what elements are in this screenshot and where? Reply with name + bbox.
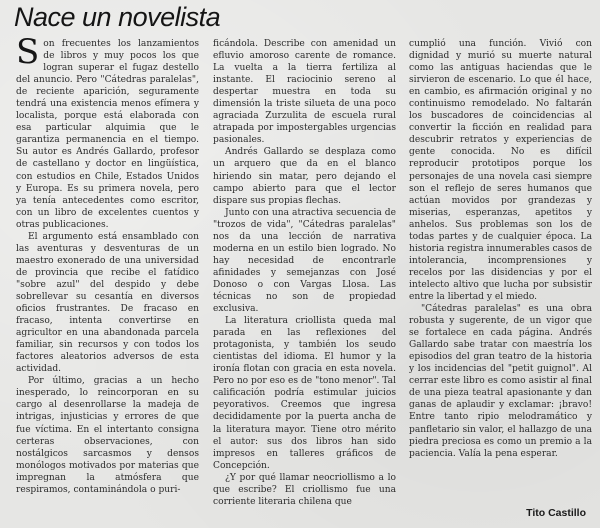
article-column-3 xyxy=(409,38,592,460)
paragraph xyxy=(16,32,199,231)
paragraph: "Cátedras paralelas" es una obra robusta y sugerente, de un vigor que se fortalece en cada página. Andrés Gallardo sabe tratar con maestría los episodios del gran teatro de la historia y los incidencias del "petit guignol". Al cerrar este libro es como asistir al final de una pieza teatral apasionante y dan ganas de aplaudir y exclamar: ¡bravo! Entre tanto ripio melodramático y panfletario sin valor, el hallazgo de una piedra preciosa es como un premio a la paciencia. Valía la pena esperar. xyxy=(409,304,592,459)
article-column-1 xyxy=(16,32,199,496)
headline: Nace un novelista xyxy=(14,2,221,32)
article-column-2 xyxy=(213,38,396,508)
paragraph: Andrés Gallardo se desplaza como un arquero que da en el blanco hiriendo sin matar, pero dejando el campo abierto para que el lector dispare sus propias flechas. xyxy=(213,147,396,206)
paragraph: cumplió una función. Vivió con dignidad y murió su muerte natural como las antiguas haciendas que le sirvieron de escenario. Lo que él hace, en cambio, es afirmación original y no continuismo remodelado. No faltarán los buscadores de coincidencias al convertir la ficción en realidad para descubrir retratos y experiencias de gente conocida. No es difícil reproducir prototipos porque los personajes de una novela casi siempre son el reflejo de seres humanos que actúan movidos por grandezas y miserias, esperanzas, apetitos y anhelos. Sus problemas son los de todas partes y de cualquier época. La historia registra innumerables casos de intolerancia, incomprensiones y recelos por las disidencias y por el intelecto altivo que lucha por subsistir entre la libertad y el miedo. xyxy=(409,39,592,302)
paragraph: El argumento está ensamblado con las aventuras y desventuras de un maestro exonerado de una universidad de provincia que recibe el fatídico "sobre azul" del despido y debe sobrellevar su cesantía en diversos oficios frustrantes. De fracaso en fracaso, intenta convertirse en agricultor en una abandonada parcela familiar, sin recursos y con todos los factores aleatorios adversos de esta actividad. xyxy=(16,231,199,375)
drop-cap: S xyxy=(16,32,40,72)
paragraph: ficándola. Describe con amenidad un efluvio amoroso carente de romance. La vuelta a la tierra fertiliza al instante. El raciocinio sereno al despertar muestra en toda su dimensión la triste silueta de una poco agraciada Zurzulita de escuela rural atrapada por impostergables urgencias pasionales. xyxy=(213,39,396,146)
paragraph: La literatura criollista queda mal parada en las reflexiones del protagonista, y también los seudo cientistas del idioma. El humor y la ironía flotan con gracia en esta novela. Pero no por eso es de "tono menor". Tal calificación podría estimular juicios peyorativos. Creemos que ingresa decididamente por la puerta ancha de la literatura mayor. Tiene otro mérito el autor: sus dos libros han sido impresos en talleres gráficos de Concepción. xyxy=(213,316,396,471)
paragraph: Junto con una atractiva secuencia de "trozos de vida", "Cátedras paralelas" nos da una lección de narrativa moderna en un estilo bien logrado. No hay necesidad de encontrarle afinidades y semejanzas con José Donoso o con Vargas Llosa. Las técnicas no son de propiedad exclusiva. xyxy=(213,207,396,315)
paragraph: Por último, gracias a un hecho inesperado, lo reincorporan en su cargo al desenrollarse la madeja de intrigas, injusticias y errores de que fue víctima. En el intertanto consigna certeras observaciones, con nostálgicos sarcasmos y densos monólogos motivados por materias que impregnan la atmósfera que respiramos, contaminándola o puri- xyxy=(16,376,199,495)
paragraph: ¿Y por qué llamar neocriollismo a lo que escribe? El criollismo fue una corriente literaria chilena que xyxy=(213,472,396,507)
paragraph-text: on frecuentes los lanzamientos de libros y muy pocos los que logran superar el fugaz destello del anuncio. Pero "Cátedras paralelas", de reciente aparición, seguramente tendrá una existencia menos efímera y localista, porque está elaborada con esa particular alquimia que le garantiza permanencia en el tiempo. Su autor es Andrés Gallardo, profesor de castellano y doctor en lingüística, con estudios en Chile, Estados Unidos y Europa. Es su primera novela, pero ya tenía antecedentes como escritor, con un libro de excelentes cuentos y otras publicaciones. xyxy=(16,39,199,230)
author-byline: Tito Castillo xyxy=(526,507,586,519)
